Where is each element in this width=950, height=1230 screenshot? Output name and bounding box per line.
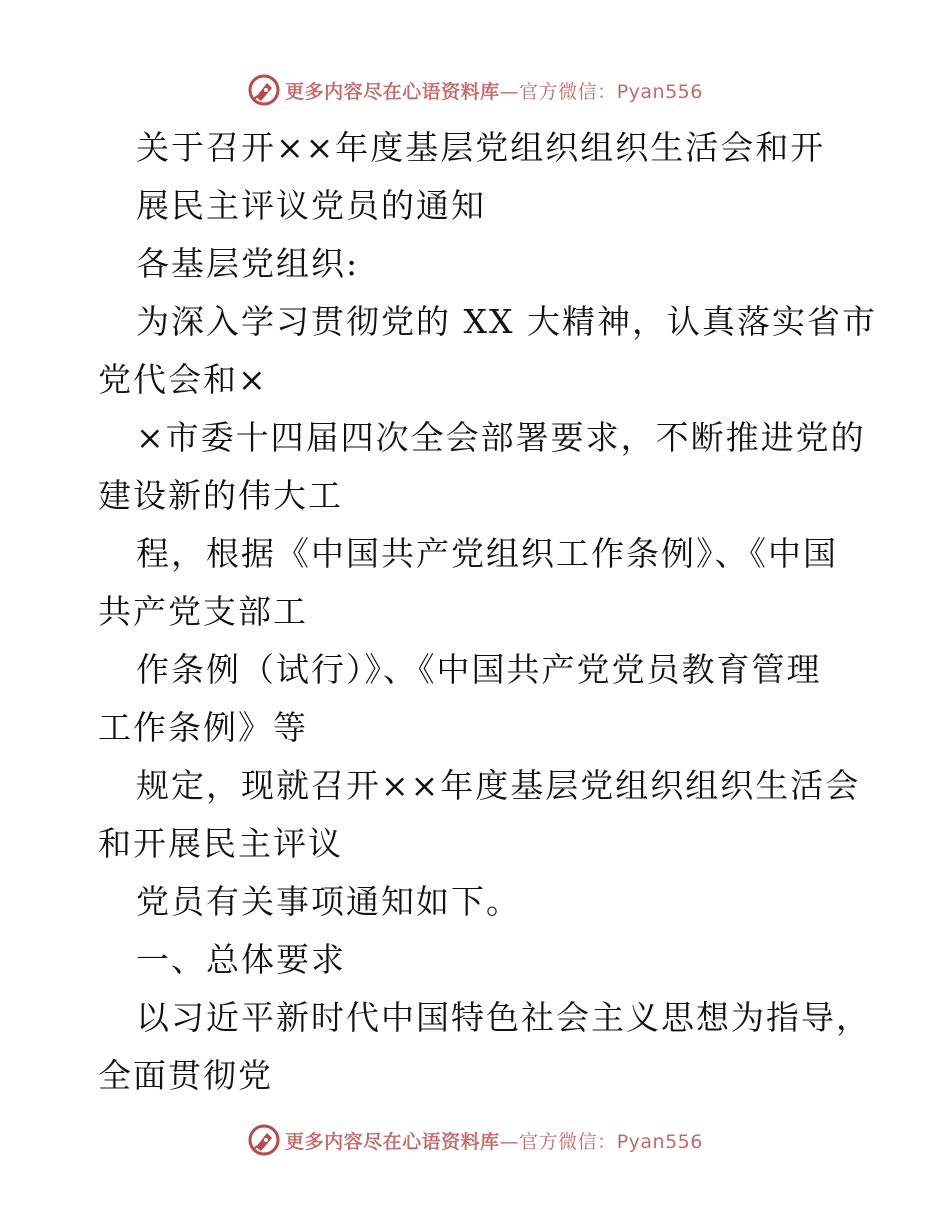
header-watermark-banner xyxy=(0,70,950,110)
title-line-2: 展民主评议党员的通知 xyxy=(136,186,486,225)
wechat-id: Pyan556 xyxy=(616,1130,703,1153)
paragraph-line: 全面贯彻党 xyxy=(98,1056,273,1095)
wechat-label: 官方微信： xyxy=(519,1130,617,1153)
pen-nib-logo-icon xyxy=(247,73,281,107)
salutation: 各基层党组织: xyxy=(136,244,360,283)
pen-nib-logo-icon xyxy=(247,1123,281,1157)
dash: — xyxy=(499,80,520,103)
wechat-id: Pyan556 xyxy=(616,80,703,103)
title-line-1: 关于召开××年度基层党组织组织生活会和开 xyxy=(136,128,826,167)
paragraph-line: 和开展民主评议 xyxy=(98,824,343,863)
section-heading: 一、总体要求 xyxy=(136,940,346,979)
header-watermark-text xyxy=(285,77,703,104)
site-name: 更多内容尽在心语资料库 xyxy=(285,80,500,103)
paragraph-line: 以习近平新时代中国特色社会主义思想为指导， xyxy=(136,998,871,1037)
dash: — xyxy=(499,1130,520,1153)
paragraph-line: 程，根据《中国共产党组织工作条例》、《中国 xyxy=(136,534,838,573)
paragraph-line: ×市委十四届四次全会部署要求，不断推进党的 xyxy=(136,418,866,457)
footer-watermark-banner xyxy=(0,1120,950,1160)
paragraph-line: 作条例（试行）》、《中国共产党党员教育管理 xyxy=(136,650,822,689)
paragraph-line: 党员有关事项通知如下。 xyxy=(136,882,521,921)
paragraph-line: 规定，现就召开××年度基层党组织组织生活会 xyxy=(136,766,861,805)
footer-watermark-text xyxy=(285,1127,703,1154)
paragraph-line: 为深入学习贯彻党的 XX 大精神，认真落实省市 xyxy=(136,302,877,341)
wechat-label: 官方微信： xyxy=(519,80,617,103)
site-name: 更多内容尽在心语资料库 xyxy=(285,1130,500,1153)
paragraph-line: 建设新的伟大工 xyxy=(98,476,343,515)
paragraph-line: 党代会和× xyxy=(98,360,268,399)
paragraph-line: 共产党支部工 xyxy=(98,592,308,631)
paragraph-line: 工作条例》等 xyxy=(98,708,308,747)
